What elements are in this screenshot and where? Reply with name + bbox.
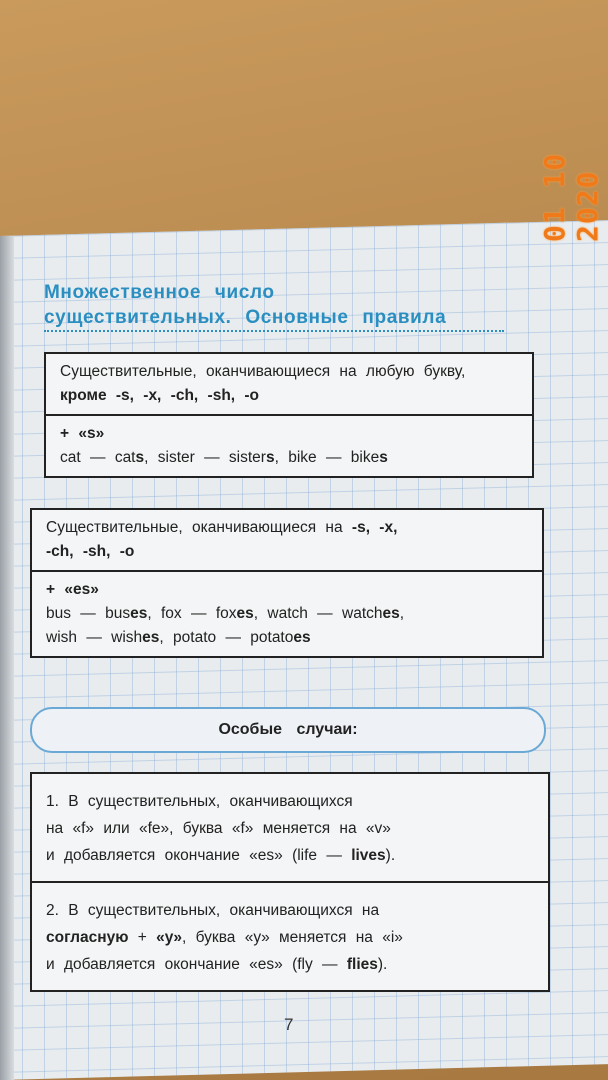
condition-text: Существительные, оканчивающиеся на любую букву, bbox=[60, 363, 466, 380]
rule-box-es bbox=[30, 508, 544, 658]
text-fragment: ). bbox=[377, 956, 388, 973]
special-case-f-fe bbox=[32, 774, 548, 881]
condition-endings: -s, -x, bbox=[351, 519, 398, 536]
example-ending: s bbox=[379, 449, 388, 466]
example-singular: fox bbox=[161, 605, 182, 622]
example-ending: es bbox=[236, 605, 254, 622]
example-ending: s bbox=[265, 449, 275, 466]
condition-text: Существительные, оканчивающиеся на bbox=[46, 519, 343, 536]
example-singular: potato bbox=[173, 629, 217, 646]
special-cases-header bbox=[30, 707, 546, 753]
rule-condition bbox=[46, 354, 532, 414]
text-line: 1. В существительных, оканчивающихся bbox=[46, 793, 353, 810]
example-plural: bus bbox=[105, 605, 131, 622]
example-singular: bike bbox=[288, 449, 317, 466]
example-singular: cat bbox=[60, 449, 81, 466]
example-ending: s bbox=[135, 449, 145, 466]
page-edge bbox=[0, 236, 14, 1080]
page-number: 7 bbox=[284, 1015, 294, 1034]
special-cases-box bbox=[30, 772, 550, 992]
examples-line: bus — buses, fox — foxes, watch — watches, bbox=[46, 605, 405, 622]
example-plural: cat bbox=[114, 449, 136, 466]
example-plural: watch bbox=[342, 605, 383, 622]
example-singular: sister bbox=[157, 449, 195, 466]
example-ending: es bbox=[130, 605, 148, 622]
example-plural: lives bbox=[351, 847, 386, 864]
example-plural: potato bbox=[250, 629, 294, 646]
example-ending: es bbox=[382, 605, 400, 622]
text-fragment: ). bbox=[385, 847, 396, 864]
ending-label: + «es» bbox=[46, 581, 99, 598]
text-fragment: и добавляется окончание «es» (life — bbox=[46, 847, 342, 864]
special-case-consonant-y bbox=[32, 881, 548, 990]
date-stamp: 01 10 2020 bbox=[538, 152, 604, 242]
ending-label: + «s» bbox=[60, 425, 105, 442]
rule-condition bbox=[32, 510, 542, 570]
example-singular: bus bbox=[46, 605, 71, 622]
example-plural: fox bbox=[215, 605, 237, 622]
example-singular: watch bbox=[267, 605, 308, 622]
rule-box-s bbox=[44, 352, 534, 478]
example-plural: bike bbox=[350, 449, 380, 466]
text-line bbox=[46, 951, 534, 978]
example-ending: es bbox=[142, 629, 160, 646]
text-line: 2. В существительных, оканчивающихся на bbox=[46, 902, 380, 919]
text-fragment: + bbox=[137, 929, 147, 946]
examples-line: cat — cats, sister — sisters, bike — bikes bbox=[60, 449, 388, 466]
examples-line: wish — wishes, potato — potatoes bbox=[46, 629, 311, 646]
title-divider bbox=[44, 330, 504, 332]
bold-term: согласную bbox=[46, 929, 129, 946]
page-title bbox=[44, 280, 514, 330]
text-line: на «f» или «fe», буква «f» меняется на «v» bbox=[46, 820, 391, 837]
example-plural: sister bbox=[228, 449, 266, 466]
special-cases-title: Особые случаи: bbox=[218, 721, 358, 738]
example-ending: es bbox=[293, 629, 311, 646]
title-line-1: Множественное число bbox=[44, 282, 275, 303]
rule-examples bbox=[32, 570, 542, 656]
condition-endings: -ch, -sh, -o bbox=[46, 543, 135, 560]
title-line-2: существительных. Основные правила bbox=[44, 307, 447, 328]
example-plural: flies bbox=[346, 956, 378, 973]
example-plural: wish bbox=[111, 629, 143, 646]
example-singular: wish bbox=[46, 629, 78, 646]
text-line bbox=[46, 842, 534, 869]
text-fragment: и добавляется окончание «es» (fly — bbox=[46, 956, 338, 973]
condition-exceptions: кроме -s, -x, -ch, -sh, -o bbox=[60, 387, 260, 404]
rule-examples bbox=[46, 414, 532, 476]
text-fragment: , буква «y» меняется на «i» bbox=[182, 929, 403, 946]
text-line bbox=[46, 924, 534, 951]
bold-term: «y» bbox=[156, 929, 183, 946]
